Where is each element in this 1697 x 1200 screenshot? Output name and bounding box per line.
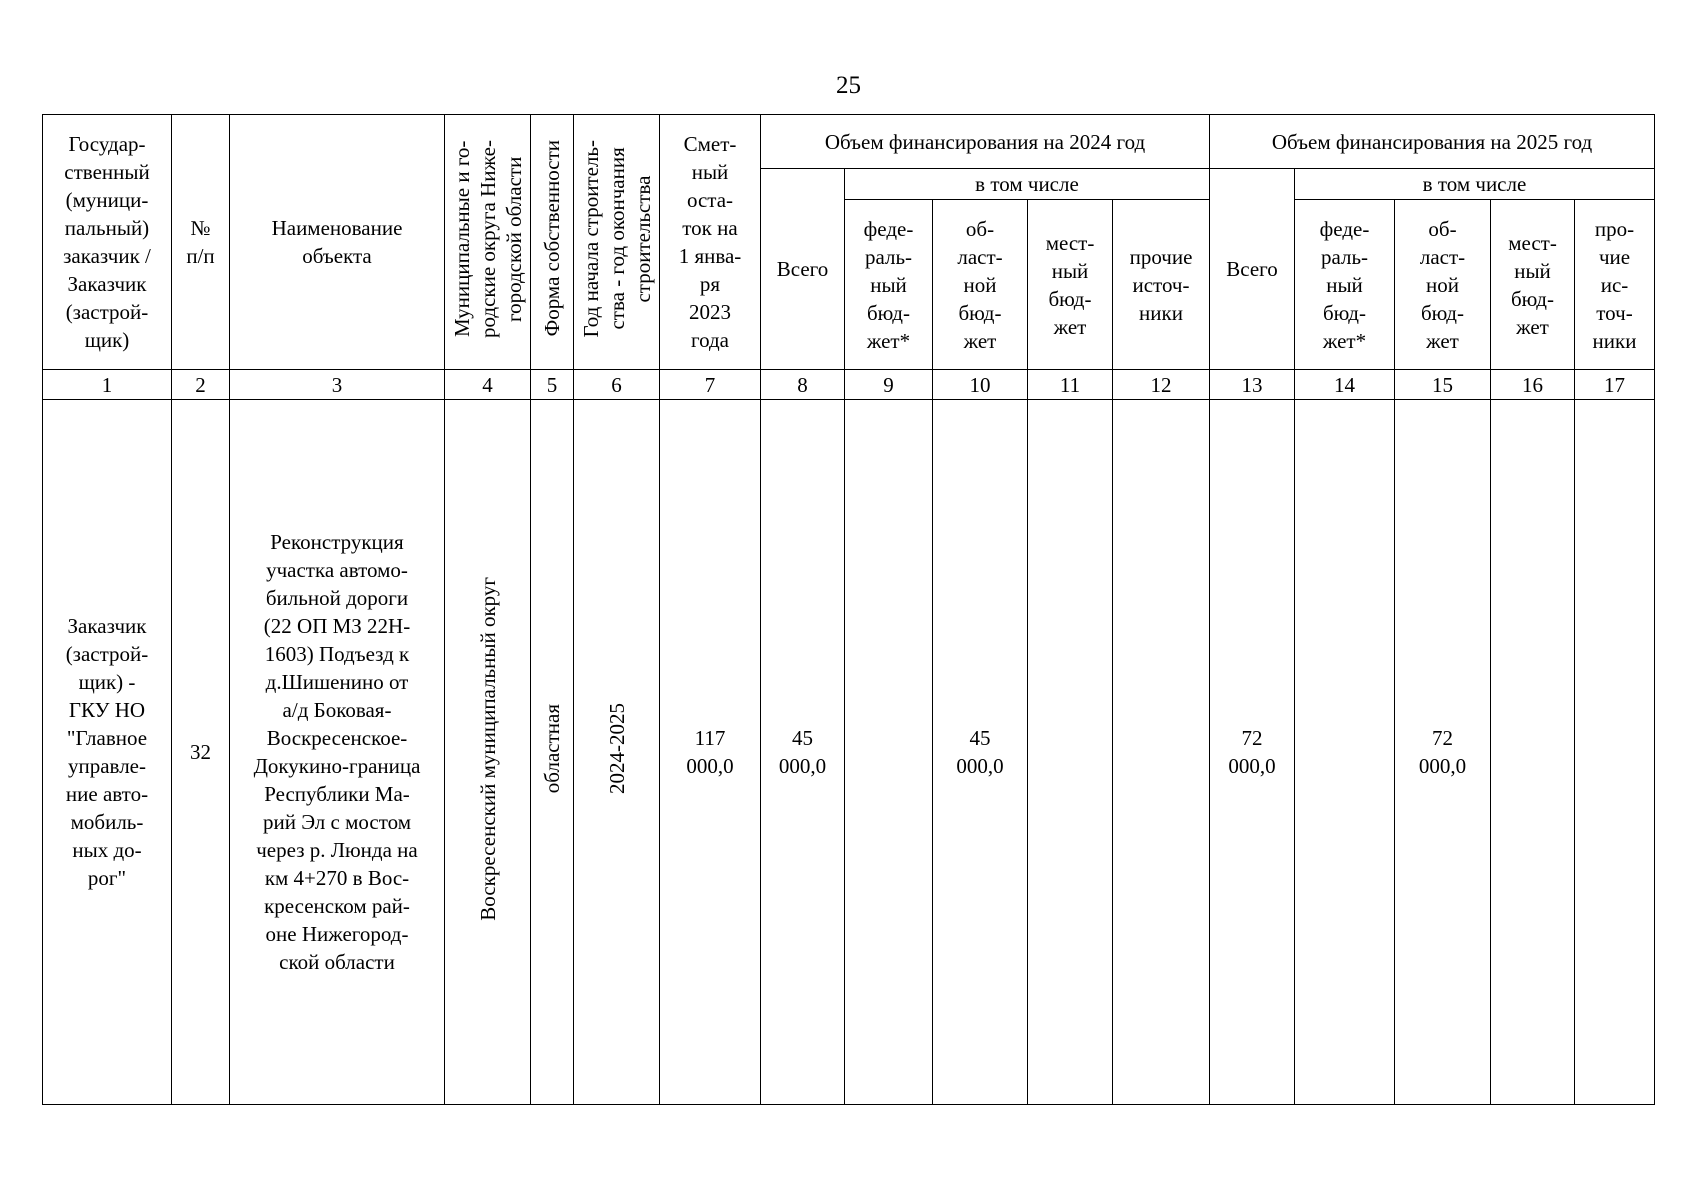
header-customer: Государ- ственный (муници- пальный) заказчик / Заказчик (застрой- щик) [43,115,172,370]
header-local-2025: мест- ный бюд- жет [1491,200,1575,370]
header-item-no: № п/п [172,115,230,370]
row-ownership: областная [540,703,564,794]
header-including-2025: в том числе [1295,169,1655,200]
row-other-2024 [1113,400,1210,1105]
column-number: 3 [230,370,445,400]
column-number: 6 [574,370,660,400]
row-total-2024: 45 000,0 [761,400,845,1105]
header-other-2025: про- чие ис- точ- ники [1575,200,1655,370]
header-estimate-balance: Смет- ный оста- ток на 1 янва- ря 2023 года [660,115,761,370]
column-number: 7 [660,370,761,400]
header-ownership-cell [531,115,574,370]
row-total-2025: 72 000,0 [1210,400,1295,1105]
header-including-2024: в том числе [845,169,1210,200]
row-ownership-cell [531,400,574,1105]
row-municipality: Воскресенский муниципальный округ [475,576,500,921]
column-number: 13 [1210,370,1295,400]
column-number: 5 [531,370,574,400]
row-customer: Заказчик (застрой- щик) - ГКУ НО "Главное управле- ние авто- мобиль- ных до- рог" [43,400,172,1105]
row-regional-2024: 45 000,0 [933,400,1028,1105]
row-federal-2025 [1295,400,1395,1105]
table-row [43,400,1655,1105]
column-number: 1 [43,370,172,400]
header-ownership: Форма собственности [540,140,564,337]
column-number: 17 [1575,370,1655,400]
column-number: 4 [445,370,531,400]
header-total-2025: Всего [1210,169,1295,370]
header-funding-2024: Объем финансирования на 2024 год [761,115,1210,169]
column-number: 14 [1295,370,1395,400]
column-number: 11 [1028,370,1113,400]
header-municipality-cell [445,115,531,370]
row-object-name: Реконструкция участка автомо- бильной дороги (22 ОП МЗ 22Н- 1603) Подъезд к д.Шишенино от а/д Боковая- Воскресенское- Докукино-граница Республики Ма- рий Эл с мостом через р. Люнда на км 4+270 в Вос- кресенском рай- оне Нижегород- ской области [230,400,445,1105]
column-number: 16 [1491,370,1575,400]
header-funding-2025: Объем финансирования на 2025 год [1210,115,1655,169]
row-municipality-cell [445,400,531,1105]
row-other-2025 [1575,400,1655,1105]
header-federal-2024: феде- раль- ный бюд- жет* [845,200,933,370]
row-local-2024 [1028,400,1113,1105]
header-regional-2025: об- ласт- ной бюд- жет [1395,200,1491,370]
row-local-2025 [1491,400,1575,1105]
column-number: 12 [1113,370,1210,400]
row-years: 2024-2025 [604,703,629,794]
page-number: 25 [836,72,861,99]
column-number-row [43,370,1655,400]
financing-table [42,114,1655,1105]
row-years-cell [574,400,660,1105]
row-federal-2024 [845,400,933,1105]
row-estimate-balance: 117 000,0 [660,400,761,1105]
column-number: 10 [933,370,1028,400]
column-number: 2 [172,370,230,400]
header-municipality: Муниципальные и го- родские округа Ниже- городской области [449,139,526,338]
header-regional-2024: об- ласт- ной бюд- жет [933,200,1028,370]
header-local-2024: мест- ный бюд- жет [1028,200,1113,370]
column-number: 9 [845,370,933,400]
header-years: Год начала строитель- ства - год окончания строительства [578,139,655,338]
row-item-no: 32 [172,400,230,1105]
header-other-2024: прочие источ- ники [1113,200,1210,370]
row-regional-2025: 72 000,0 [1395,400,1491,1105]
column-number: 15 [1395,370,1491,400]
header-total-2024: Всего [761,169,845,370]
column-number: 8 [761,370,845,400]
header-object-name: Наименование объекта [230,115,445,370]
header-federal-2025: феде- раль- ный бюд- жет* [1295,200,1395,370]
header-years-cell [574,115,660,370]
